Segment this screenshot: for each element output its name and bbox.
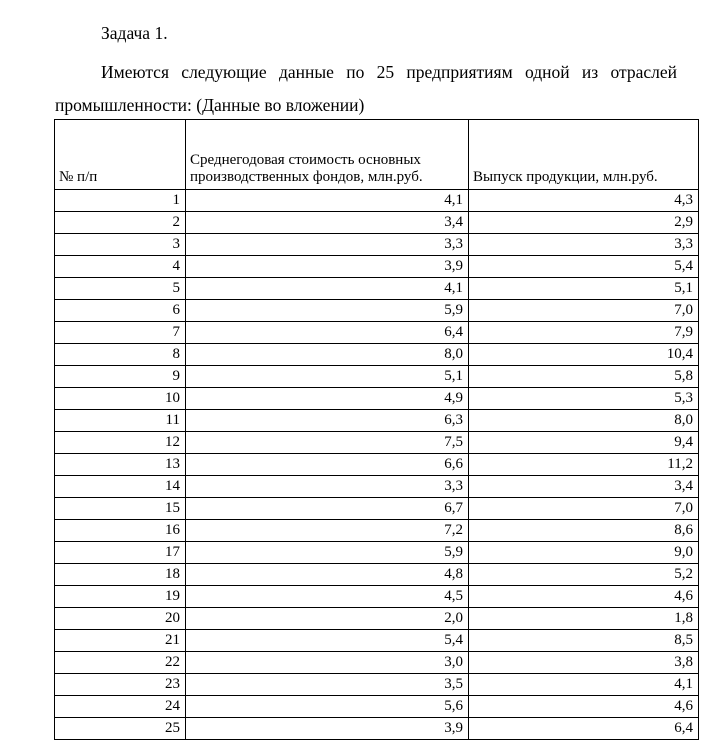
cell-output: 5,1	[469, 278, 699, 300]
cell-row-number: 8	[55, 344, 186, 366]
table-row	[55, 410, 699, 432]
cell-row-number: 21	[55, 630, 186, 652]
cell-output: 5,3	[469, 388, 699, 410]
cell-fixed-assets: 3,0	[186, 652, 469, 674]
table-row	[55, 212, 699, 234]
cell-row-number: 11	[55, 410, 186, 432]
cell-output: 1,8	[469, 608, 699, 630]
table-row	[55, 278, 699, 300]
cell-output: 6,4	[469, 718, 699, 740]
cell-fixed-assets: 6,7	[186, 498, 469, 520]
cell-output: 8,0	[469, 410, 699, 432]
cell-fixed-assets: 4,8	[186, 564, 469, 586]
cell-fixed-assets: 6,4	[186, 322, 469, 344]
cell-row-number: 3	[55, 234, 186, 256]
cell-fixed-assets: 4,1	[186, 278, 469, 300]
table-row	[55, 696, 699, 718]
cell-fixed-assets: 3,4	[186, 212, 469, 234]
cell-output: 7,0	[469, 300, 699, 322]
cell-output: 8,6	[469, 520, 699, 542]
cell-fixed-assets: 2,0	[186, 608, 469, 630]
header-fixed-assets: Среднегодовая стоимость основных производственных фондов, млн.руб.	[186, 120, 469, 190]
enterprise-data-table	[54, 119, 699, 740]
cell-row-number: 19	[55, 586, 186, 608]
cell-row-number: 24	[55, 696, 186, 718]
intro-line-1: Имеются следующие данные по 25 предприятиям одной из отраслей	[101, 62, 677, 82]
cell-output: 4,3	[469, 190, 699, 212]
cell-fixed-assets: 8,0	[186, 344, 469, 366]
cell-fixed-assets: 6,6	[186, 454, 469, 476]
cell-output: 7,9	[469, 322, 699, 344]
cell-row-number: 20	[55, 608, 186, 630]
cell-fixed-assets: 6,3	[186, 410, 469, 432]
cell-fixed-assets: 3,5	[186, 674, 469, 696]
cell-fixed-assets: 7,5	[186, 432, 469, 454]
cell-fixed-assets: 5,4	[186, 630, 469, 652]
table-row	[55, 344, 699, 366]
cell-row-number: 15	[55, 498, 186, 520]
table-row	[55, 652, 699, 674]
cell-output: 3,4	[469, 476, 699, 498]
cell-fixed-assets: 3,3	[186, 234, 469, 256]
table-row	[55, 674, 699, 696]
cell-row-number: 23	[55, 674, 186, 696]
table-row	[55, 366, 699, 388]
cell-output: 3,3	[469, 234, 699, 256]
cell-row-number: 12	[55, 432, 186, 454]
cell-row-number: 9	[55, 366, 186, 388]
intro-line-2: промышленности: (Данные во вложении)	[55, 95, 365, 115]
cell-row-number: 7	[55, 322, 186, 344]
table-header-row	[55, 120, 699, 190]
cell-row-number: 14	[55, 476, 186, 498]
cell-output: 4,6	[469, 696, 699, 718]
cell-fixed-assets: 3,3	[186, 476, 469, 498]
cell-fixed-assets: 4,9	[186, 388, 469, 410]
cell-row-number: 10	[55, 388, 186, 410]
cell-output: 3,8	[469, 652, 699, 674]
cell-row-number: 22	[55, 652, 186, 674]
cell-fixed-assets: 5,1	[186, 366, 469, 388]
cell-row-number: 2	[55, 212, 186, 234]
cell-row-number: 4	[55, 256, 186, 278]
cell-fixed-assets: 7,2	[186, 520, 469, 542]
table-row	[55, 630, 699, 652]
table-row	[55, 256, 699, 278]
cell-fixed-assets: 3,9	[186, 718, 469, 740]
cell-output: 5,2	[469, 564, 699, 586]
cell-output: 9,4	[469, 432, 699, 454]
cell-output: 9,0	[469, 542, 699, 564]
table-row	[55, 608, 699, 630]
cell-fixed-assets: 5,9	[186, 542, 469, 564]
table-body	[55, 190, 699, 740]
cell-row-number: 17	[55, 542, 186, 564]
cell-row-number: 5	[55, 278, 186, 300]
task-title: Задача 1.	[101, 23, 168, 43]
cell-output: 8,5	[469, 630, 699, 652]
cell-output: 4,6	[469, 586, 699, 608]
cell-output: 7,0	[469, 498, 699, 520]
table-row	[55, 476, 699, 498]
cell-row-number: 18	[55, 564, 186, 586]
cell-row-number: 1	[55, 190, 186, 212]
header-row-number: № п/п	[55, 120, 186, 190]
cell-output: 10,4	[469, 344, 699, 366]
cell-output: 2,9	[469, 212, 699, 234]
cell-output: 5,4	[469, 256, 699, 278]
cell-fixed-assets: 3,9	[186, 256, 469, 278]
cell-output: 4,1	[469, 674, 699, 696]
table-row	[55, 542, 699, 564]
table-row	[55, 322, 699, 344]
table-row	[55, 718, 699, 740]
table-row	[55, 388, 699, 410]
table-row	[55, 234, 699, 256]
table-row	[55, 190, 699, 212]
table-row	[55, 586, 699, 608]
cell-fixed-assets: 5,9	[186, 300, 469, 322]
cell-fixed-assets: 5,6	[186, 696, 469, 718]
cell-output: 11,2	[469, 454, 699, 476]
cell-row-number: 6	[55, 300, 186, 322]
table-row	[55, 520, 699, 542]
intro-paragraph	[55, 56, 677, 122]
table-row	[55, 300, 699, 322]
header-output: Выпуск продукции, млн.руб.	[469, 120, 699, 190]
table-row	[55, 564, 699, 586]
cell-fixed-assets: 4,5	[186, 586, 469, 608]
cell-fixed-assets: 4,1	[186, 190, 469, 212]
table-row	[55, 454, 699, 476]
table-row	[55, 498, 699, 520]
table-row	[55, 432, 699, 454]
cell-row-number: 16	[55, 520, 186, 542]
cell-output: 5,8	[469, 366, 699, 388]
cell-row-number: 25	[55, 718, 186, 740]
cell-row-number: 13	[55, 454, 186, 476]
